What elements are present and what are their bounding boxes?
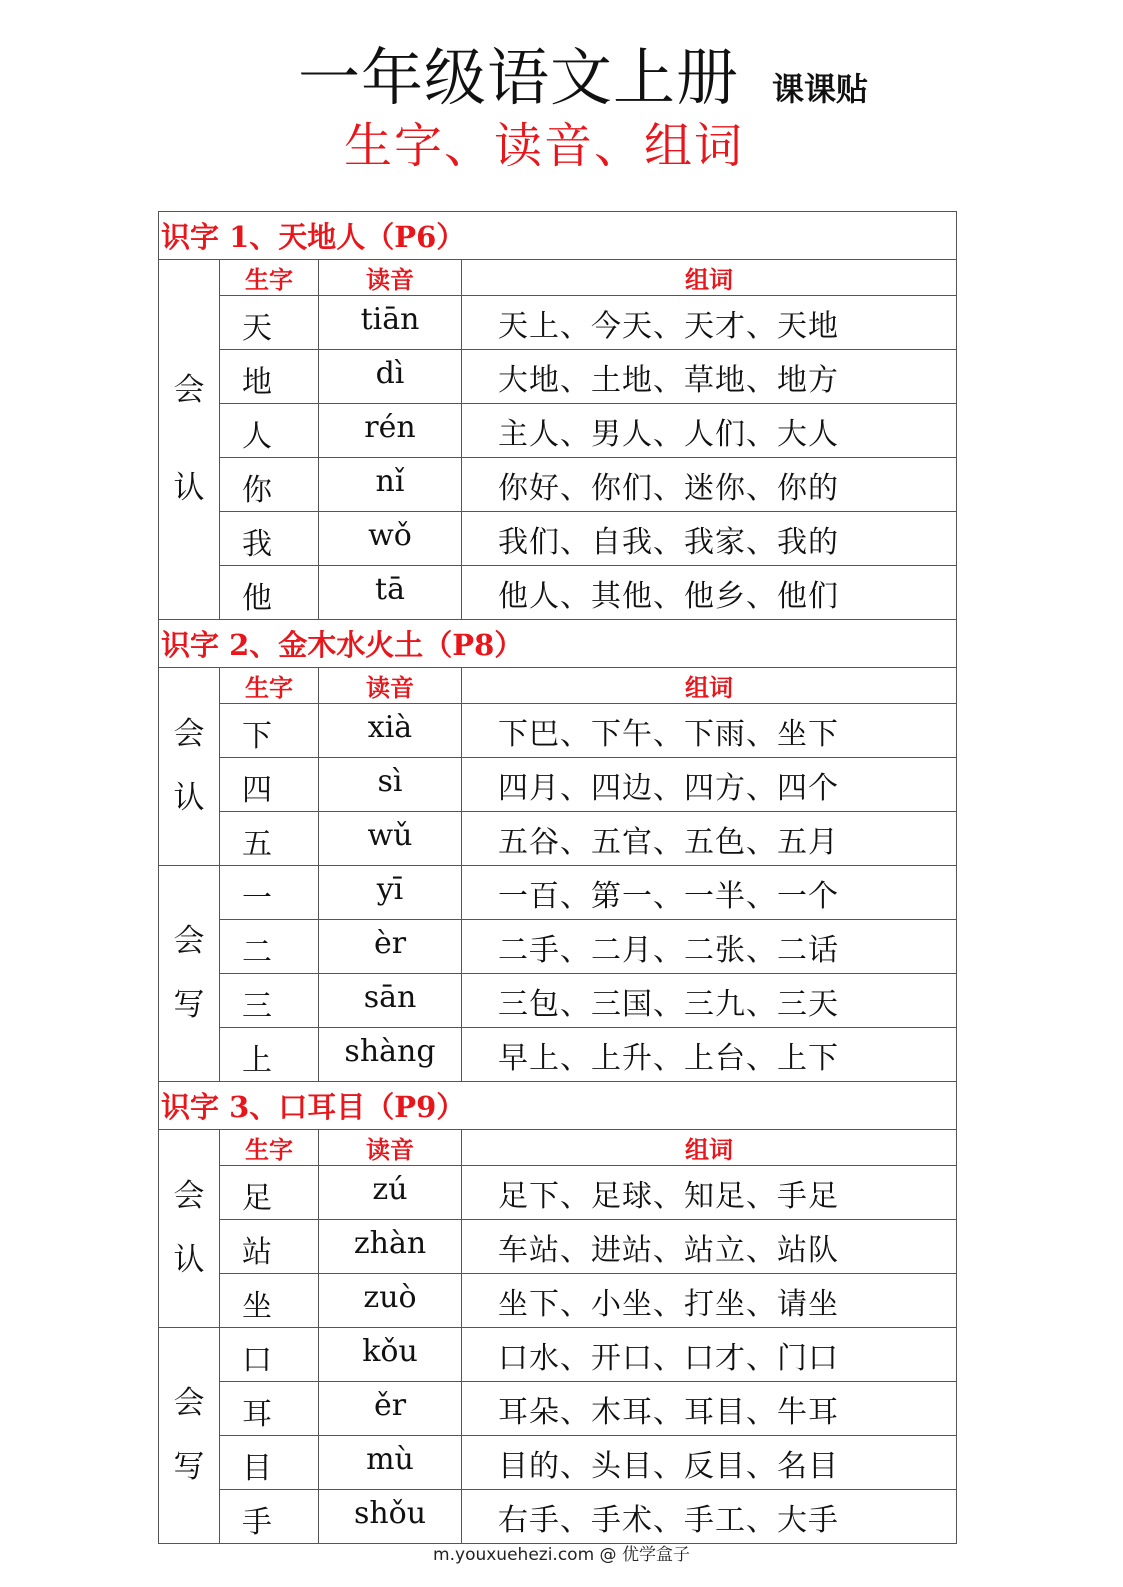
words-cell: 三包、三国、三九、三天	[462, 974, 957, 1028]
header-words: 组词	[462, 260, 957, 296]
pinyin-cell: mù	[319, 1436, 462, 1490]
words-cell: 天上、今天、天才、天地	[462, 296, 957, 350]
char-cell: 坐	[220, 1274, 319, 1328]
table-row	[159, 350, 957, 404]
words-cell: 一百、第一、一半、一个	[462, 866, 957, 920]
words-cell: 坐下、小坐、打坐、请坐	[462, 1274, 957, 1328]
table-row	[159, 1328, 957, 1382]
pinyin-cell: sān	[319, 974, 462, 1028]
words-cell: 足下、足球、知足、手足	[462, 1166, 957, 1220]
words-cell: 二手、二月、二张、二话	[462, 920, 957, 974]
pinyin-cell: nǐ	[319, 458, 462, 512]
table-row	[159, 866, 957, 920]
table-row	[159, 974, 957, 1028]
words-cell: 早上、上升、上台、上下	[462, 1028, 957, 1082]
table-row	[159, 920, 957, 974]
pinyin-cell: yī	[319, 866, 462, 920]
words-cell: 右手、手术、手工、大手	[462, 1490, 957, 1544]
header-words: 组词	[462, 1130, 957, 1166]
table-row	[159, 458, 957, 512]
page-title: 一年级语文上册	[298, 41, 740, 114]
char-cell: 口	[220, 1328, 319, 1382]
words-cell: 大地、土地、草地、地方	[462, 350, 957, 404]
group-label-char: 认	[173, 469, 205, 506]
header-char: 生字	[220, 1130, 319, 1166]
pinyin-cell: shǒu	[319, 1490, 462, 1544]
group-label-char: 会	[173, 1385, 205, 1422]
group-label-char: 会	[173, 716, 205, 753]
words-cell: 口水、开口、口才、门口	[462, 1328, 957, 1382]
section-title-row	[159, 620, 957, 668]
table-row	[159, 812, 957, 866]
words-cell: 他人、其他、他乡、他们	[462, 566, 957, 620]
group-label-char: 会	[173, 923, 205, 960]
vocabulary-table	[158, 211, 957, 1544]
char-cell: 足	[220, 1166, 319, 1220]
column-header-row	[159, 260, 957, 296]
group-label-char: 认	[173, 779, 205, 816]
table-row	[159, 404, 957, 458]
char-cell: 耳	[220, 1382, 319, 1436]
group-label	[159, 260, 220, 620]
words-cell: 你好、你们、迷你、你的	[462, 458, 957, 512]
pinyin-cell: èr	[319, 920, 462, 974]
pinyin-cell: dì	[319, 350, 462, 404]
group-label-char: 会	[173, 372, 205, 409]
table-row	[159, 1490, 957, 1544]
header-char: 生字	[220, 260, 319, 296]
column-header-row	[159, 1130, 957, 1166]
group-label-char: 写	[173, 986, 205, 1023]
title-tag: 课课贴	[772, 70, 869, 108]
char-cell: 四	[220, 758, 319, 812]
pinyin-cell: wǔ	[319, 812, 462, 866]
group-label-char: 写	[173, 1448, 205, 1485]
words-cell: 四月、四边、四方、四个	[462, 758, 957, 812]
pinyin-cell: kǒu	[319, 1328, 462, 1382]
table-row	[159, 296, 957, 350]
table-row	[159, 1274, 957, 1328]
char-cell: 我	[220, 512, 319, 566]
section-title: 识字 2、金木水火土（P8）	[159, 620, 957, 668]
pinyin-cell: xià	[319, 704, 462, 758]
section-title: 识字 1、天地人（P6）	[159, 212, 957, 260]
pinyin-cell: ěr	[319, 1382, 462, 1436]
table-row	[159, 512, 957, 566]
section-title: 识字 3、口耳目（P9）	[159, 1082, 957, 1130]
pinyin-cell: shàng	[319, 1028, 462, 1082]
char-cell: 手	[220, 1490, 319, 1544]
table-row	[159, 1028, 957, 1082]
char-cell: 站	[220, 1220, 319, 1274]
words-cell: 车站、进站、站立、站队	[462, 1220, 957, 1274]
pinyin-cell: zú	[319, 1166, 462, 1220]
char-cell: 五	[220, 812, 319, 866]
pinyin-cell: sì	[319, 758, 462, 812]
char-cell: 下	[220, 704, 319, 758]
group-label	[159, 1328, 220, 1544]
pinyin-cell: tā	[319, 566, 462, 620]
table-row	[159, 1436, 957, 1490]
group-label-char: 认	[173, 1241, 205, 1278]
group-label	[159, 1130, 220, 1328]
words-cell: 主人、男人、人们、大人	[462, 404, 957, 458]
pinyin-cell: rén	[319, 404, 462, 458]
char-cell: 一	[220, 866, 319, 920]
table-row	[159, 1382, 957, 1436]
header-pinyin: 读音	[319, 1130, 462, 1166]
header-pinyin: 读音	[319, 668, 462, 704]
pinyin-cell: wǒ	[319, 512, 462, 566]
table-row	[159, 1166, 957, 1220]
header-pinyin: 读音	[319, 260, 462, 296]
page-subtitle: 生字、读音、组词	[344, 118, 745, 174]
words-cell: 目的、头目、反目、名目	[462, 1436, 957, 1490]
column-header-row	[159, 668, 957, 704]
table-row	[159, 704, 957, 758]
pinyin-cell: zhàn	[319, 1220, 462, 1274]
char-cell: 地	[220, 350, 319, 404]
words-cell: 我们、自我、我家、我的	[462, 512, 957, 566]
char-cell: 上	[220, 1028, 319, 1082]
words-cell: 五谷、五官、五色、五月	[462, 812, 957, 866]
char-cell: 三	[220, 974, 319, 1028]
group-label	[159, 668, 220, 866]
pinyin-cell: zuò	[319, 1274, 462, 1328]
table-row	[159, 566, 957, 620]
words-cell: 下巴、下午、下雨、坐下	[462, 704, 957, 758]
char-cell: 人	[220, 404, 319, 458]
section-title-row	[159, 1082, 957, 1130]
char-cell: 你	[220, 458, 319, 512]
group-label-char: 会	[173, 1178, 205, 1215]
table-row	[159, 1220, 957, 1274]
group-label	[159, 866, 220, 1082]
char-cell: 天	[220, 296, 319, 350]
section-title-row	[159, 212, 957, 260]
char-cell: 他	[220, 566, 319, 620]
footer-source: m.youxuehezi.com @ 优学盒子	[433, 1545, 690, 1565]
pinyin-cell: tiān	[319, 296, 462, 350]
words-cell: 耳朵、木耳、耳目、牛耳	[462, 1382, 957, 1436]
char-cell: 目	[220, 1436, 319, 1490]
header-char: 生字	[220, 668, 319, 704]
table-row	[159, 758, 957, 812]
char-cell: 二	[220, 920, 319, 974]
header-words: 组词	[462, 668, 957, 704]
